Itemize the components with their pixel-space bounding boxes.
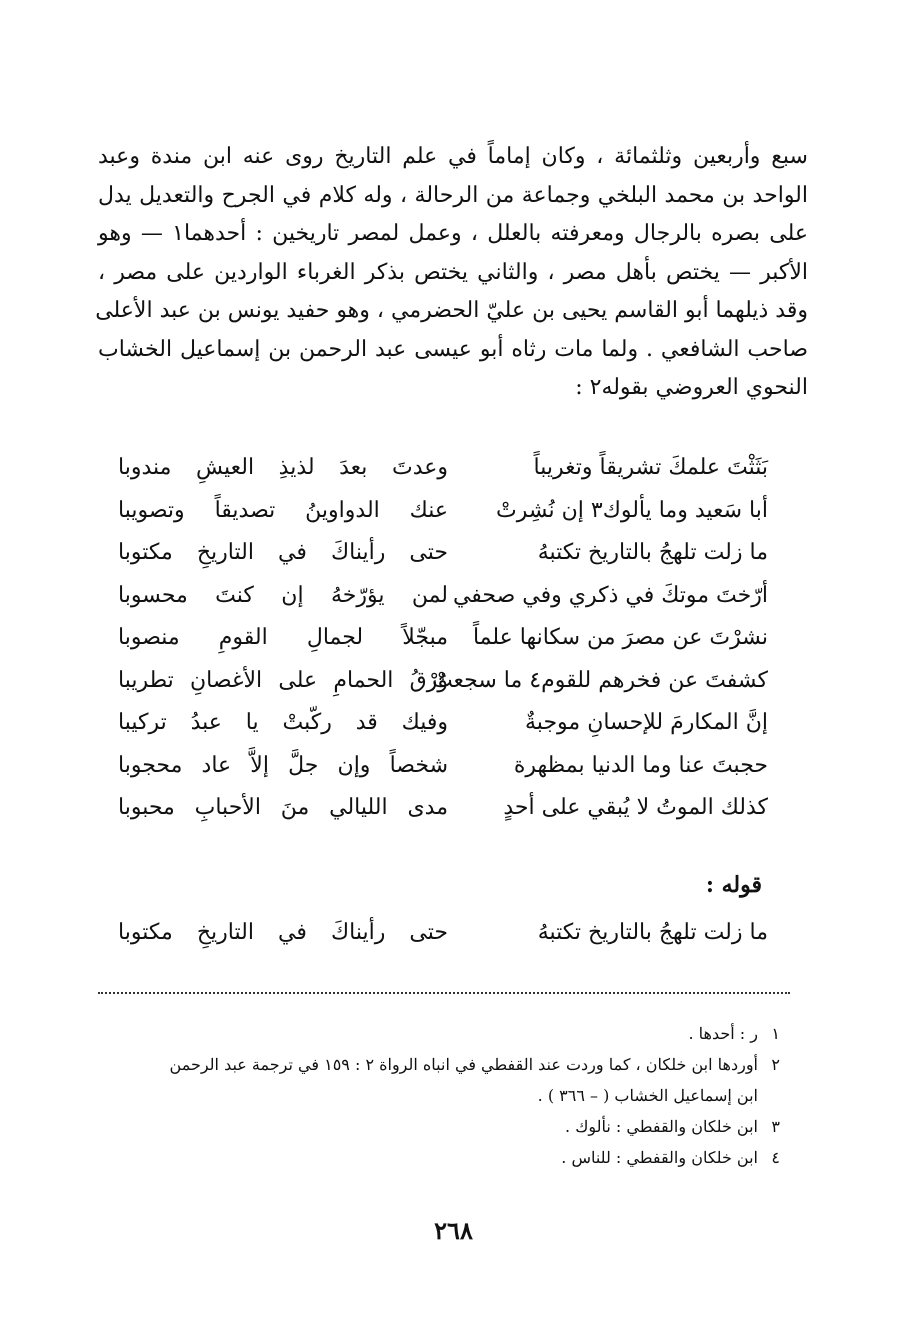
footnote-number: ٣ (771, 1117, 780, 1136)
footnote-continuation: ابن إسماعيل الخشاب ( – ٣٦٦ ) . (537, 1086, 758, 1105)
poem-verse (118, 710, 768, 753)
verse-second-hemistich: شخصاً وإن جلَّ إلاَّ عاد محجوبا (118, 752, 448, 778)
prose-line: الواحد بن محمد البلخي وجماعة من الرحالة ، وله كلام في الجرح والتعديل يدل (98, 182, 808, 208)
prose-line: على بصره بالرجال ومعرفته بالعلل ، وعمل لمصر تاريخين : أحدهما١ — وهو (98, 221, 808, 246)
poem-verse (118, 920, 768, 963)
verse-second-hemistich: حتى رأيناكَ في التاريخِ مكتوبا (118, 920, 448, 945)
footnote-body (90, 1049, 758, 1111)
footnote-text: ر : أحدها . (688, 1024, 758, 1043)
poem-verse (118, 583, 768, 626)
verse-first-hemistich: أبا سَعيد وما يألوك٣ إن نُشِرتْ (496, 497, 768, 523)
verse-first-hemistich: ما زلت تلهجُ بالتاريخ تكتبهُ (537, 540, 768, 565)
verse-second-hemistich: حتى رأيناكَ في التاريخِ مكتوبا (118, 540, 448, 565)
footnote-divider (98, 992, 790, 994)
footnote-number: ٤ (771, 1148, 780, 1167)
page-number: ٢٦٨ (434, 1216, 473, 1245)
verse-second-hemistich: مبجّلاً لجمالِ القومِ منصوبا (118, 625, 448, 650)
poem-verse (118, 540, 768, 583)
verse-first-hemistich: كذلك الموتُ لا يُبقي على أحدٍ (503, 795, 768, 820)
poem-verse (118, 455, 768, 498)
poem-verse (118, 625, 768, 668)
verse-first-hemistich: إنَّ المكارمَ للإحسانِ موجبةٌ (525, 710, 768, 735)
verse-first-hemistich: ما زلت تلهجُ بالتاريخ تكتبهُ (537, 920, 768, 945)
footnote (90, 1049, 780, 1111)
footnote-text: أوردها ابن خلكان ، كما وردت عند القفطي في انباه الرواة ٢ : ١٥٩ في ترجمة عبد الرحمن (169, 1055, 758, 1074)
prose-line: وقد ذيلهما أبو القاسم يحيى بن عليّ الحضرمي ، وهو حفيد يونس بن عبد الأعلى (95, 298, 808, 323)
poem-verse (118, 795, 768, 838)
prose-line: النحوي العروضي بقوله٢ : (575, 375, 808, 400)
prose-line: صاحب الشافعي . ولما مات رثاه أبو عيسى عبد الرحمن بن إسماعيل الخشاب (98, 336, 808, 362)
footnote (90, 1142, 780, 1173)
footnote-text: ابن خلكان والقفطي : نألوك . (565, 1117, 758, 1136)
poem-verse (118, 668, 768, 711)
quote-label: قوله : (705, 872, 762, 898)
elegy-poem (118, 455, 768, 838)
verse-second-hemistich: عنك الدواوينُ تصديقاً وتصويبا (118, 497, 448, 523)
verse-second-hemistich: مدى الليالي منَ الأحبابِ محبوبا (118, 795, 448, 820)
footnote (90, 1111, 780, 1142)
prose-line: الأكبر — يختص بأهل مصر ، والثاني يختص بذكر الغرباء الواردين على مصر ، (98, 259, 808, 285)
verse-first-hemistich: أرّختَ موتكَ في ذكري وفي صحفي (452, 582, 768, 608)
footnote-number: ١ (771, 1024, 780, 1043)
poem-verse (118, 498, 768, 541)
footnotes (90, 1018, 780, 1173)
prose-paragraph (95, 138, 808, 408)
prose-line: سبع وأربعين وثلثمائة ، وكان إماماً في علم التاريخ روى عنه ابن مندة وعبد (98, 144, 808, 169)
verse-second-hemistich: وعدتَ بعدَ لذيذِ العيشِ مندوبا (118, 455, 448, 480)
footnote-text: ابن خلكان والقفطي : للناس . (561, 1148, 758, 1167)
verse-second-hemistich: لمن يؤرّخهُ إن كنتَ محسوبا (118, 582, 448, 608)
verse-first-hemistich: بَثَثْتَ علمكَ تشريقاً وتغريباً (533, 455, 768, 480)
verse-first-hemistich: حجبتَ عنا وما الدنيا بمظهرة (513, 752, 768, 778)
footnote (90, 1018, 780, 1049)
verse-first-hemistich: كشفتَ عن فخرهم للقوم٤ ما سجعتْ (431, 667, 768, 693)
footnote-number: ٢ (771, 1055, 780, 1074)
verse-second-hemistich: وُرْقُ الحمامِ على الأغصانِ تطريبا (118, 667, 448, 693)
poem-verse (118, 753, 768, 796)
verse-first-hemistich: نشرْتَ عن مصرَ من سكانها علماً (472, 625, 768, 650)
quoted-verse (118, 920, 768, 963)
verse-second-hemistich: وفيك قد ركّبتْ يا عبدُ تركيبا (118, 710, 448, 735)
